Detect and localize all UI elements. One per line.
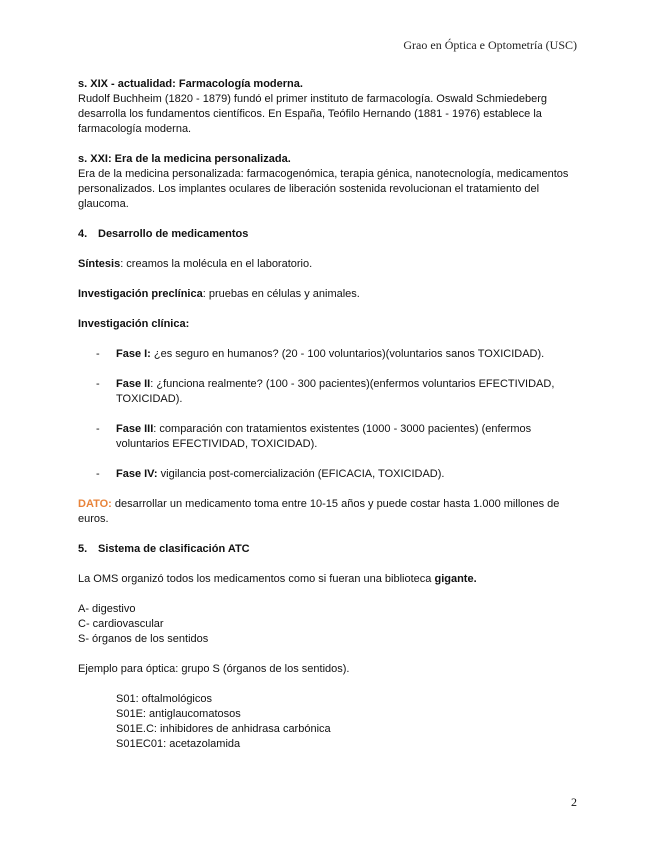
section-xxi-heading: s. XXI: Era de la medicina personalizada.	[78, 153, 291, 165]
atc-group-item: C- cardiovascular	[78, 618, 164, 630]
preclinica-text: : pruebas en células y animales.	[202, 288, 360, 300]
oms-bold: gigante.	[434, 573, 477, 585]
oms-paragraph	[78, 572, 578, 587]
list-dash: -	[96, 423, 100, 435]
list-dash: -	[96, 348, 100, 360]
atc-code-item: S01E: antiglaucomatosos	[116, 708, 241, 720]
phase-item	[78, 347, 578, 362]
page-content	[78, 77, 578, 752]
section-5-number: 5.	[78, 543, 88, 555]
section-5-title: Sistema de clasificación ATC	[98, 543, 250, 555]
phase-text: vigilancia post-comercialización (EFICACIA, TOXICIDAD).	[157, 468, 445, 480]
page-header: Grao en Óptica e Optometría (USC)	[403, 38, 577, 52]
dato-label: DATO:	[78, 498, 112, 510]
page-number: 2	[571, 795, 577, 809]
phase-item	[78, 377, 578, 407]
section-xix-body: Rudolf Buchheim (1820 - 1879) fundó el primer instituto de farmacología. Oswald Schmiedeberg desarrolla los fundamentos científicos. En España, Teófilo Hernando (1881 - 1976) establece la farmacología moderna.	[78, 93, 547, 135]
section-4-title: Desarrollo de medicamentos	[98, 228, 249, 240]
phase-item	[78, 422, 578, 452]
section-5-heading	[78, 542, 578, 557]
section-4-number: 4.	[78, 228, 88, 240]
phase-text: : comparación con tratamientos existentes (1000 - 3000 pacientes) (enfermos voluntarios EFECTIVIDAD, TOXICIDAD).	[116, 423, 532, 450]
clinica-heading: Investigación clínica:	[78, 318, 190, 330]
sintesis-text: : creamos la molécula en el laboratorio.	[120, 258, 313, 270]
phase-label: Fase III	[116, 423, 154, 435]
list-dash: -	[96, 378, 100, 390]
sintesis-term: Síntesis	[78, 258, 121, 270]
ejemplo-paragraph: Ejemplo para óptica: grupo S (órganos de los sentidos).	[78, 663, 350, 675]
phases-list	[78, 347, 578, 482]
atc-code-item: S01EC01: acetazolamida	[116, 738, 241, 750]
preclinica-paragraph	[78, 287, 578, 302]
phase-text: ¿es seguro en humanos? (20 - 100 voluntarios)(voluntarios sanos TOXICIDAD).	[150, 348, 545, 360]
sintesis-paragraph	[78, 257, 578, 272]
atc-group-item: S- órganos de los sentidos	[78, 633, 209, 645]
preclinica-term: Investigación preclínica	[78, 288, 203, 300]
phase-text: : ¿funciona realmente? (100 - 300 pacientes)(enfermos voluntarios EFECTIVIDAD, TOXICIDAD).	[116, 378, 555, 405]
section-4-heading	[78, 227, 578, 242]
oms-text: La OMS organizó todos los medicamentos como si fueran una biblioteca	[78, 573, 435, 585]
dato-text: desarrollar un medicamento toma entre 10-15 años y puede costar hasta 1.000 millones de euros.	[78, 498, 560, 525]
section-xxi-body: Era de la medicina personalizada: farmacogenómica, terapia génica, nanotecnología, medicamentos personalizados. Los implantes oculares de liberación sostenida revolucionan el tratamiento del glaucoma.	[78, 168, 569, 210]
list-dash: -	[96, 468, 100, 480]
phase-label: Fase II	[116, 378, 151, 390]
dato-paragraph	[78, 497, 578, 527]
phase-label: Fase I:	[116, 348, 151, 360]
phase-item	[78, 467, 578, 482]
atc-code-item: S01E.C: inhibidores de anhidrasa carbónica	[116, 723, 331, 735]
atc-group-item: A- digestivo	[78, 603, 136, 615]
section-xix-heading: s. XIX - actualidad: Farmacología moderna.	[78, 78, 303, 90]
phase-label: Fase IV:	[116, 468, 158, 480]
atc-code-item: S01: oftalmológicos	[116, 693, 212, 705]
